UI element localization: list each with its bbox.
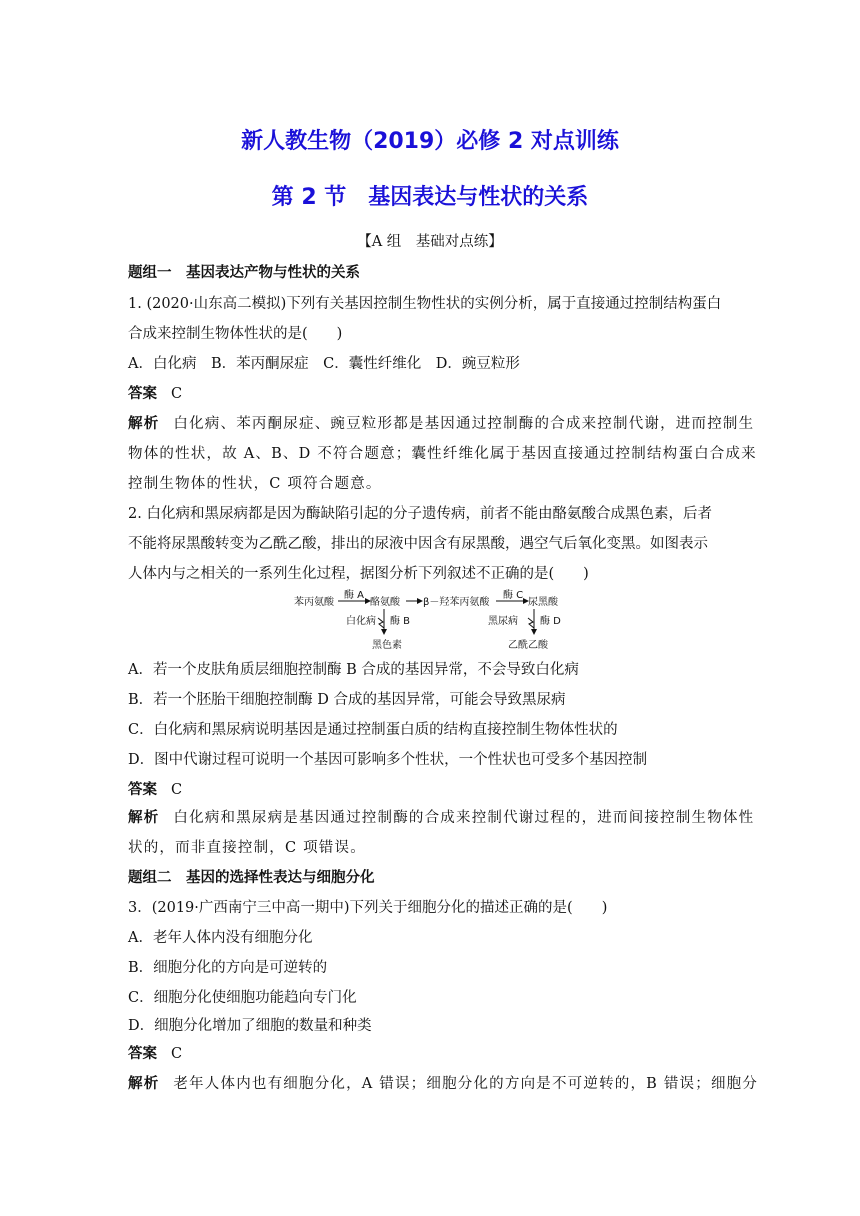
q3-stem: 3．(2019·广西南宁三中高一期中)下列关于细胞分化的描述正确的是( ): [128, 900, 608, 916]
answer-label: 答案: [128, 1046, 157, 1062]
analysis-text: 白化病和黑尿病是基因通过控制酶的合成来控制代谢过程的，进而间接控制生物体性: [173, 810, 755, 826]
answer-value: C: [171, 1046, 183, 1062]
q1-stem-line1: 1. (2020·山东高二模拟)下列有关基因控制生物性状的实例分析，属于直接通过控制结构蛋白: [128, 296, 722, 312]
q3-option-c: C．细胞分化使细胞功能趋向专门化: [128, 990, 357, 1006]
q3-option-b: B．细胞分化的方向是可逆转的: [128, 960, 328, 976]
disease-alkaptonuria: 黑尿病: [488, 616, 518, 627]
q2-analysis-line1: [128, 808, 755, 828]
enzyme-a-label: 酶 A: [344, 590, 365, 601]
enzyme-b-label: 酶 B: [390, 616, 411, 627]
answer-label: 答案: [128, 386, 157, 402]
analysis-text: 白化病、苯丙酮尿症、豌豆粒形都是基因通过控制酶的合成来控制代谢，进而控制生: [173, 416, 755, 432]
node-homogentisic-acid: 尿黑酸: [528, 597, 558, 608]
answer-label: 答案: [128, 782, 157, 798]
q1-analysis-line1: [128, 414, 755, 434]
q1-stem-line2: 合成来控制生物体性状的是( ): [128, 326, 343, 342]
q2-option-b: B．若一个胚胎干细胞控制酶 D 合成的基因异常，可能会导致黑尿病: [128, 692, 566, 708]
q2-option-d: D．图中代谢过程可说明一个基因可影响多个性状，一个性状也可受多个基因控制: [128, 752, 648, 768]
q2-stem-line3: 人体内与之相关的一系列生化过程，据图分析下列叙述不正确的是( ): [128, 566, 589, 582]
answer-value: C: [171, 782, 183, 798]
node-melanin: 黑色素: [372, 640, 402, 651]
analysis-label: 解析: [128, 810, 160, 826]
q3-analysis-line1: [128, 1074, 759, 1094]
node-phenylalanine: 苯丙氨酸: [294, 597, 334, 608]
topic1-heading: 题组一 基因表达产物与性状的关系: [128, 265, 360, 281]
node-tyrosine: 酪氨酸: [370, 597, 400, 608]
q3-option-d: D．细胞分化增加了细胞的数量和种类: [128, 1018, 372, 1034]
q2-option-a: A．若一个皮肤角质层细胞控制酶 B 合成的基因异常，不会导致白化病: [128, 662, 579, 678]
q2-stem-line2: 不能将尿黑酸转变为乙酰乙酸，排出的尿液中因含有尿黑酸，遇空气后氧化变黑。如图表示: [128, 536, 708, 552]
q3-option-a: A．老年人体内没有细胞分化: [128, 930, 313, 946]
q2-analysis-line2: 状的，而非直接控制，C 项错误。: [128, 840, 366, 856]
q1-analysis-line2: 物体的性状，故 A、B、D 不符合题意；囊性纤维化属于基因直接通过控制结构蛋白合成来: [128, 446, 757, 462]
node-acetoacetic-acid: 乙酰乙酸: [508, 640, 548, 651]
break-mark-d: [528, 618, 534, 628]
node-hydroxyphenylalanine: β－羟苯丙氨酸: [423, 597, 490, 608]
q1-analysis-line3: 控制生物体的性状，C 项符合题意。: [128, 476, 382, 492]
document-title: 新人教生物（2019）必修 2 对点训练: [241, 129, 619, 154]
q1-answer: [128, 384, 738, 404]
answer-value: C: [171, 386, 183, 402]
analysis-label: 解析: [128, 416, 160, 432]
analysis-text: 老年人体内也有细胞分化，A 错误；细胞分化的方向是不可逆转的，B 错误；细胞分: [173, 1076, 759, 1092]
section-title: 第 2 节 基因表达与性状的关系: [271, 185, 589, 210]
q2-stem-line1: 2. 白化病和黑尿病都是因为酶缺陷引起的分子遗传病，前者不能由酪氨酸合成黑色素，后者: [128, 506, 712, 522]
q3-answer: [128, 1044, 738, 1064]
disease-albinism: 白化病: [346, 616, 376, 627]
q2-answer: [128, 780, 738, 800]
enzyme-d-label: 酶 D: [540, 616, 561, 627]
q2-option-c: C．白化病和黑尿病说明基因是通过控制蛋白质的结构直接控制生物体性状的: [128, 722, 618, 738]
analysis-label: 解析: [128, 1076, 160, 1092]
break-mark-b: [378, 618, 384, 628]
enzyme-c-label: 酶 C: [503, 590, 524, 601]
group-a-heading: 【A 组 基础对点练】: [357, 234, 503, 250]
topic2-heading: 题组二 基因的选择性表达与细胞分化: [128, 870, 375, 886]
metabolic-pathway-diagram: [294, 588, 566, 654]
q1-options: A．白化病 B．苯丙酮尿症 C．囊性纤维化 D．豌豆粒形: [128, 356, 520, 372]
